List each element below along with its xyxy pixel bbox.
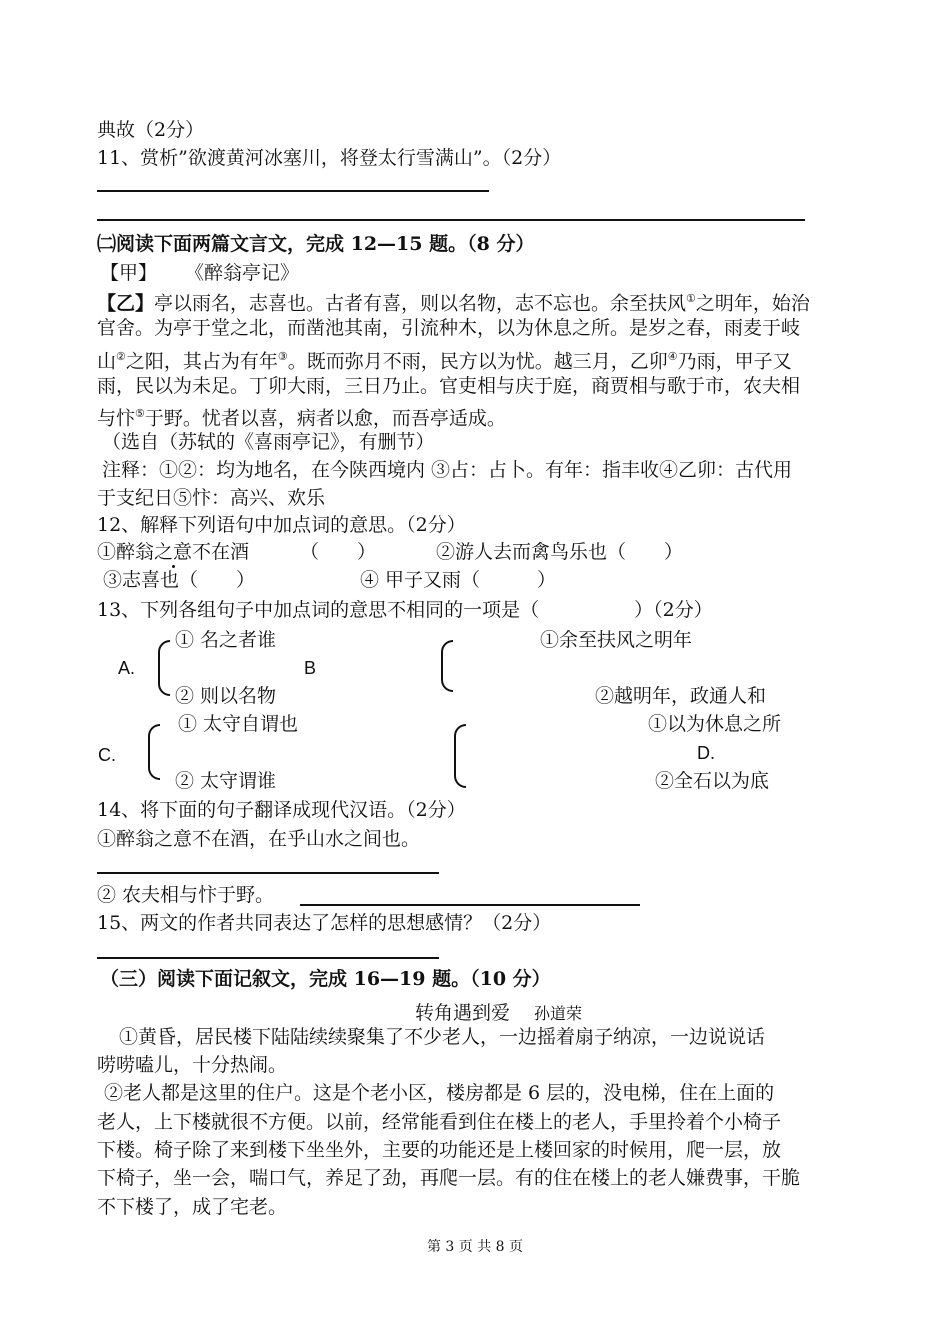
- option-d-brace-top: [454, 724, 466, 758]
- option-d-sentence-1: ①以为休息之所: [648, 713, 782, 735]
- story-author: 孙道荣: [534, 1004, 583, 1023]
- text-b-line-1: 【乙】亭以雨名，志喜也。古者有喜，则以名物，志不忘也。余至扶风①之明年，始治: [97, 292, 810, 315]
- annotation-line-2: 于支纪日⑤忭：高兴、欢乐: [97, 487, 326, 509]
- option-b-label: B: [304, 658, 317, 678]
- answer-line-11b: [97, 219, 805, 221]
- text-b-line-3: 山②之阳，其占为有年③。既而弥月不雨，民方以为忧。越三月，乙卯④乃雨，甲子又: [97, 350, 792, 373]
- line-allusion: 典故（2分）: [97, 119, 205, 141]
- question-11: 11、赏析”欲渡黄河冰塞川，将登太行雪满山”。（2分）: [97, 147, 562, 169]
- paragraph-2-line-2: 老人，上下楼就很不方便。以前，经常能看到住在楼上的老人，手里拎着个小椅子: [97, 1111, 782, 1133]
- text-a-label: 【甲】 《醉翁亭记》: [100, 262, 300, 284]
- answer-line-14-1: [97, 872, 439, 874]
- q12-item-2: ②游人去而禽鸟乐也（ ）: [436, 541, 684, 563]
- section-3-heading: （三）阅读下面记叙文，完成 16—19 题。（10 分）: [100, 968, 551, 990]
- question-14: 14、将下面的句子翻译成现代汉语。（2分）: [97, 799, 466, 821]
- source-note: （选自（苏轼的《喜雨亭记》，有删节）: [102, 431, 435, 453]
- option-a-label: A.: [118, 658, 136, 678]
- question-15: 15、两文的作者共同表达了怎样的思想感情？（2分）: [97, 912, 552, 934]
- page-footer: 第 3 页 共 8 页: [426, 1239, 524, 1255]
- q12-blank-1: （ ）: [300, 541, 377, 563]
- paragraph-1-line-1: ①黄昏，居民楼下陆陆续续聚集了不少老人，一边摇着扇子纳凉，一边说说话: [119, 1026, 766, 1048]
- text-b-line-4: 雨，民以为未足。丁卯大雨，三日乃止。官吏相与庆于庭，商贾相与歌于市，农夫相: [97, 375, 801, 397]
- q14-sentence-2: ② 农夫相与忭于野。: [97, 884, 275, 906]
- option-c-sentence-2: ② 太守谓谁: [175, 770, 277, 792]
- option-b-sentence-2: ②越明年，政通人和: [595, 685, 767, 707]
- q12-item-3: ③志喜也（ ）: [103, 569, 256, 591]
- q14-sentence-1: ①醉翁之意不在酒，在乎山水之间也。: [97, 828, 421, 850]
- option-c-label: C.: [98, 745, 116, 765]
- q12-item-4: ④ 甲子又雨（ ）: [360, 569, 557, 591]
- answer-line-14-2: [300, 904, 640, 906]
- option-c-sentence-1: ① 太守自谓也: [178, 713, 299, 735]
- section-2-heading: ㈡阅读下面两篇文言文，完成 12—15 题。（8 分）: [97, 233, 535, 255]
- option-a-sentence-1: ① 名之者谁: [175, 629, 277, 651]
- paragraph-2-line-4: 下椅子，坐一会，喘口气，养足了劲，再爬一层。有的住在楼上的老人嫌费事，干脆: [97, 1167, 801, 1189]
- answer-line-15: [97, 957, 439, 959]
- paragraph-2-line-3: 下楼。椅子除了来到楼下坐坐外，主要的功能还是上楼回家的时候用，爬一层，放: [97, 1139, 782, 1161]
- question-13: 13、下列各组句子中加点词的意思不相同的一项是（ ）（2分）: [97, 599, 713, 621]
- answer-line-11: [97, 190, 489, 192]
- option-a-sentence-2: ② 则以名物: [175, 685, 277, 707]
- option-d-label: D.: [697, 743, 715, 763]
- paragraph-2-line-5: 不下楼了，成了宅老。: [97, 1196, 288, 1218]
- option-b-sentence-1: ①余至扶风之明年: [540, 629, 693, 651]
- annotation-line-1: 注释：①②：均为地名，在今陕西境内 ③占：占卜。有年：指丰收④乙卯：古代用: [102, 459, 793, 481]
- story-title: 转角遇到爱 孙道荣: [415, 1002, 583, 1024]
- option-d-brace-bottom: [454, 754, 466, 788]
- question-12: 12、解释下列语句中加点词的意思。（2分）: [97, 514, 466, 536]
- q12-item-1: ①醉翁之意不在酒: [97, 541, 250, 563]
- option-c-brace-bottom: [148, 750, 160, 780]
- option-d-sentence-2: ②全石以为底: [655, 770, 770, 792]
- paragraph-1-line-2: 唠唠嗑儿，十分热闹。: [97, 1054, 288, 1076]
- text-b-line-5: 与忭⑤于野。忧者以喜，病者以愈，而吾亭适成。: [97, 407, 506, 430]
- option-a-brace-bottom: [158, 666, 170, 696]
- paragraph-2-line-1: ②老人都是这里的住户。这是个老小区，楼房都是 6 层的，没电梯，住在上面的: [104, 1082, 775, 1104]
- option-b-brace-bottom: [441, 664, 453, 692]
- text-b-line-2: 官舍。为亭于堂之北，而凿池其南，引流种木，以为休息之所。是岁之春，雨麦于岐: [97, 317, 801, 339]
